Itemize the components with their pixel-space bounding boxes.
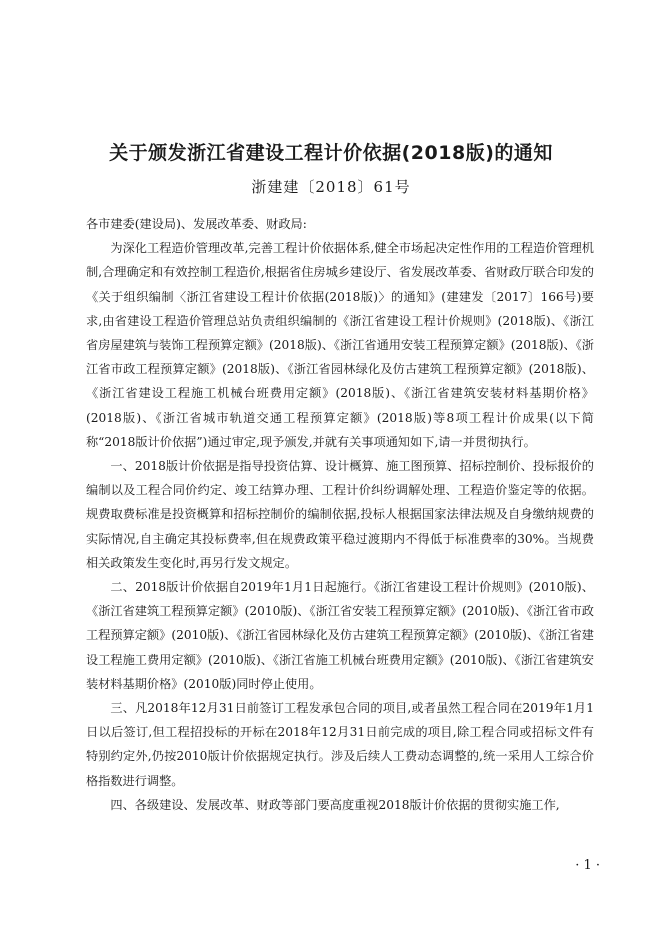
document-body bbox=[86, 212, 594, 817]
page-number: · 1 · bbox=[575, 858, 600, 873]
paragraph: 一、2018版计价依据是指导投资估算、设计概算、施工图预算、招标控制价、投标报价的编制以及工程合同价约定、竣工结算办理、工程计价纠纷调解处理、工程造价鉴定等的依据。规费取费标准是投资概算和招标控制价的编制依据,投标人根据国家法律法规及自身缴纳规费的实际情况,自主确定其投标费率,但在规费政策平稳过渡期内不得低于标准费率的30%。当规费相关政策发生变化时,再另行发文规定。 bbox=[86, 459, 594, 570]
paragraph: 三、凡2018年12月31日前签订工程发承包合同的项目,或者虽然工程合同在2019年1月1日以后签订,但工程招投标的开标在2018年12月31日前完成的项目,除工程合同或招标文件有特别约定外,仍按2010版计价依据规定执行。涉及后续人工费动态调整的,统一采用人工综合价格指数进行调整。 bbox=[86, 701, 594, 788]
paragraph: 四、各级建设、发展改革、财政等部门要高度重视2018版计价依据的贯彻实施工作, bbox=[110, 797, 560, 812]
document-title: 关于颁发浙江省建设工程计价依据(2018版)的通知 bbox=[109, 142, 553, 164]
document-number: 浙建建〔2018〕61号 bbox=[251, 178, 411, 196]
salutation: 各市建委(建设局)、发展改革委、财政局: bbox=[86, 217, 307, 231]
paragraph: 为深化工程造价管理改革,完善工程计价依据体系,健全市场起决定性作用的工程造价管理机制,合理确定和有效控制工程造价,根据省住房城乡建设厅、省发展改革委、省财政厅联合印发的《关于组织编制〈浙江省建设工程计价依据(2018版)〉的通知》(建建发〔2017〕166号)要求,由省建设工程造价管理总站负责组织编制的《浙江省建设工程计价规则》(2018版)、《浙江省房屋建筑与装饰工程预算定额》(2018版)、《浙江省通用安装工程预算定额》(2018版)、《浙江省市政工程预算定额》(2018版)、《浙江省园林绿化及仿古建筑工程预算定额》(2018版)、《浙江省建设工程施工机械台班费用定额》(2018版)、《浙江省建筑安装材料基期价格》(2018版)、《浙江省城市轨道交通工程预算定额》(2018版)等8项工程计价成果(以下简称“2018版计价依据”)通过审定,现予颁发,并就有关事项通知如下,请一并贯彻执行。 bbox=[86, 241, 594, 449]
paragraph: 二、2018版计价依据自2019年1月1日起施行。《浙江省建设工程计价规则》(2010版)、《浙江省建筑工程预算定额》(2010版)、《浙江省安装工程预算定额》(2010版)、《浙江省市政工程预算定额》(2010版)、《浙江省园林绿化及仿古建筑工程预算定额》(2010版)、《浙江省建设工程施工费用定额》(2010版)、《浙江省施工机械台班费用定额》(2010版)、《浙江省建筑安装材料基期价格》(2010版)同时停止使用。 bbox=[86, 580, 594, 691]
